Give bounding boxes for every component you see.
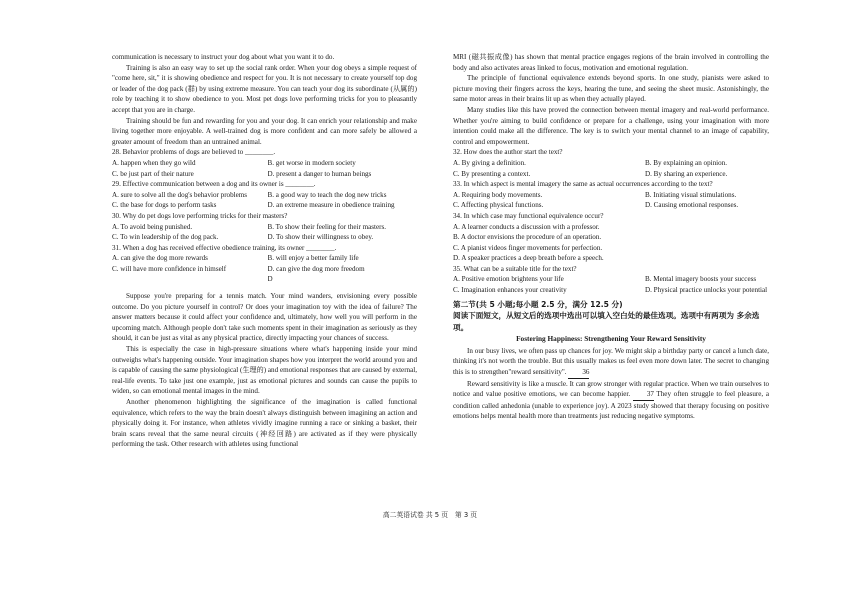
question-32-options [453,158,769,179]
option: B. A doctor envisions the procedure of an operation. [453,233,602,242]
passage-title: Fostering Happiness: Strengthening Your Reward Sensitivity [516,334,706,344]
left-paragraph: Training is also an easy way to set up the social rank order. When your dog obeys a simple request of "come here, sit," it is showing obedience and respect for you. It is not necessary to create yourself top dog or leader of the dog pack (群) by using extreme measure. You can teach your dog its subordinate (从属的) role by teaching it to show obedience to you. Most pet dogs love performing tricks for you to pleasantly accept that you are in charge. [112,63,417,114]
option: C. To win leadership of the dog pack. [112,233,219,242]
option: B. a good way to teach the dog new tricks [267,190,387,199]
option: B. By explaining an opinion. [645,158,727,167]
option: B. will enjoy a better family life [267,254,359,263]
section-instructions: 阅读下面短文，从短文后的选项中选出可以填入空白处的最佳选项。选项中有两项为 多余选项。 [453,311,760,332]
right-paragraph: The principle of functional equivalence extends beyond sports. In one study, pianists were asked to picture moving their fingers across the keys, hearing the tune, and seeing the sheet music. Astonishingly, the same motor areas in their brains lit up as when they actually played. [453,74,769,104]
page-footer: 高二英语试卷 共 5 页 第 3 页 [382,511,478,519]
question-35: 35. What can be a suitable title for the text? [453,264,577,273]
question-33-options [453,190,769,211]
blank-36: 36 [568,367,589,379]
option: B. get worse in modern society [267,158,356,167]
option: C. will have more confidence in himself [112,264,227,273]
left-paragraph: Another phenomenon highlighting the significance of the imagination is called functional equivalence, which refers to the way the brain doesn't always distinguish between imagining an action and physically doing it. For instance, when athletes vividly imagine running a race or sinking a basket, their brain scans reveal that the same neural circuits (神经回路) are activated as if they were physically performing the task. Other research with athletes using functional [112,398,417,449]
option: A. Requiring body movements. [453,190,543,199]
question-33: 33. In which aspect is mental imagery the same as actual occurrences according to the text? [453,180,713,189]
option: C. A pianist videos finger movements for perfection. [453,243,603,252]
option: A. sure to solve all the dog's behavior problems [112,190,248,199]
question-34: 34. In which case may functional equivalence occur? [453,211,604,220]
section-heading: 第二节(共 5 小题;每小题 2.5 分，满分 12.5 分) [453,299,623,309]
question-30: 30. Why do pet dogs love performing tricks for their masters? [112,211,288,220]
option: A. Positive emotion brightens your life [453,275,564,284]
option: A. By giving a definition. [453,158,526,167]
left-paragraph: Training should be fun and rewarding for you and your dog. It can enrich your relationship and make living together more enjoyable. A well-trained dog is more confident and can more safely be allowed a greater amount of freedom than an untrained animal. [112,116,417,146]
question-35-options [453,274,769,295]
left-paragraph: communication is necessary to instruct your dog about what you want it to do. [112,53,335,61]
option: B. To show their feeling for their masters. [267,222,387,231]
option: C. By presenting a context. [453,169,531,178]
option: C. the base for dogs to perform tasks [112,201,217,210]
question-34-options [453,222,769,264]
option: D. Physical practice unlocks your potential [645,286,768,295]
option: C. Imagination enhances your creativity [453,286,567,295]
option: D. To show their willingness to obey. [267,233,374,242]
option: A. To avoid being punished. [112,222,193,231]
option: B. Mental imagery boosts your success [645,275,757,284]
question-32: 32. How does the author start the text? [453,148,563,157]
option: A. happen when they go wild [112,158,196,167]
option: D. present a danger to human beings [267,169,372,178]
option: C. Affecting physical functions. [453,201,544,210]
right-paragraph: Many studies like this have proved the connection between mental imagery and real-world performance. Whether you're aiming to build confidence or prepare for a challenge, using your imagination with more intention could make all the difference. The key is to switch your mental channel to an image of capability, control and empowerment. [453,105,769,146]
option: D. an extreme measure in obedience training [267,201,395,210]
paragraph-text: In our busy lives, we often pass up chances for joy. We might skip a birthday party or cancel a lunch date, thinking it's not worth the trouble. But this usually makes us feel even more down later. The secret to changing this is to strengthen"reward sensitivity". [453,346,769,376]
left-paragraph: This is especially the case in high-pressure situations where what's happening inside your mind outweighs what's happening outside. Your imagination shapes how you interpret the world around you and is capable of causing the same physiological (生理的) and emotional responses that are caused by external, real-life events. To take just one example, just as emotional pictures and sounds can cause the pupils to widen, so can emotional mental images in the mind. [112,345,417,396]
question-31: 31. When a dog has received effective obedience training, its owner ________. [112,243,337,252]
question-29-options [112,190,417,211]
paragraph-text: They often struggle to feel pleasure, a condition called anhedonia (unable to experience joy). A 2023 study showed that therapy focusing on positive emotions helps mental health more than treatments just reducing negative symptoms. [453,390,769,421]
option: B. Initiating visual stimulations. [645,190,737,199]
question-31-options [112,253,417,285]
question-29: 29. Effective communication between a dog and its owner is ________. [112,180,316,189]
option: D. Causing emotional responses. [645,201,739,210]
option: D. By sharing an experience. [645,169,728,178]
stray-option-letter: D [267,275,273,284]
question-28: 28. Behavior problems of dogs are believed to ________. [112,148,276,157]
blank-37: 37 [633,389,654,401]
paragraph-text: Reward sensitivity is like a muscle. It can grow stronger with regular practice. When we train ourselves to notice and value positive emotions, we can become happier. [453,379,769,399]
left-paragraph: Suppose you're preparing for a tennis match. Your mind wanders, envisioning every possible outcome. Do you picture yourself in control? Or does your imagination toy with the idea of failure? The answer matters because it could affect your confidence and, ultimately, how well you will perform in the upcoming match. Although people don't take such moments spent in their imagination as seriously as they should, it can be just as vital as any physical practice, directly impacting your chances of success. [112,292,417,343]
option: D. A speaker practices a deep breath before a speech. [453,254,604,263]
question-28-options [112,158,417,179]
option: A. A learner conducts a discussion with a professor. [453,222,600,231]
question-30-options [112,222,417,243]
option: A. can give the dog more rewards [112,254,208,263]
right-column [453,52,769,422]
left-column [112,52,417,450]
right-paragraph [453,379,769,422]
option: D. can give the dog more freedom [267,264,365,273]
option-mark [112,274,262,285]
right-paragraph [453,346,769,379]
right-paragraph: MRI (磁共振成像) has shown that mental practice engages regions of the brain involved in controlling the body and also activates areas linked to focus, motivation and emotional regulation. [453,53,769,72]
option: C. be just part of their nature [112,169,194,178]
